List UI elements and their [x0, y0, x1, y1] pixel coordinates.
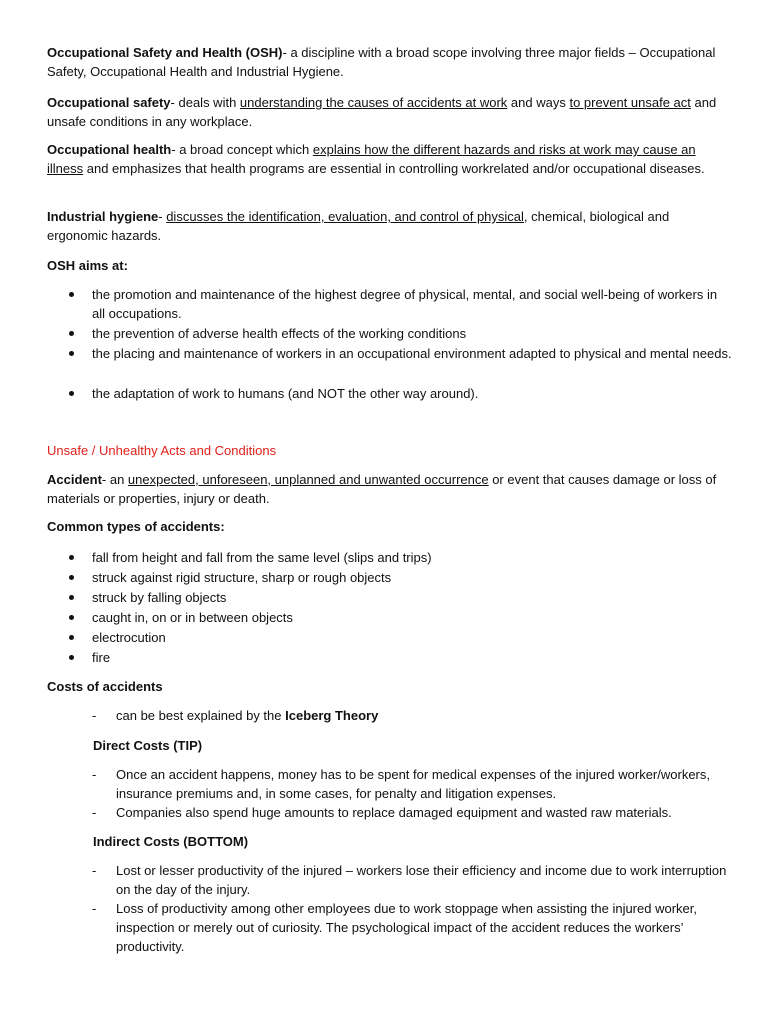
types-item: struck against rigid structure, sharp or rough objects — [92, 570, 392, 585]
osh-term: Occupational Safety and Health (OSH) — [47, 45, 283, 60]
bullet-icon — [68, 574, 76, 582]
hygiene-definition — [47, 207, 727, 245]
types-heading: Common types of accidents: — [47, 519, 225, 534]
safety-text-c: and unsafe conditions in any workplace. — [47, 95, 717, 129]
hygiene-term: Industrial hygiene — [47, 209, 159, 224]
accident-text-b: or event that causes damage or loss of materials or properties, injury or death. — [47, 472, 717, 506]
costs-intro-text: can be best explained by the — [116, 708, 286, 723]
indirect-cost-item: Loss of productivity among other employees due to work stoppage when assisting the injured worker, inspection or merely out of curiosity. The psychological impact of the accident reduces the workers’ productivity. — [116, 901, 697, 954]
dash-marker: - — [92, 901, 97, 916]
safety-text-a: - deals with — [170, 95, 240, 110]
bullet-icon — [68, 594, 76, 602]
direct-cost-item: Companies also spend huge amounts to replace damaged equipment and wasted raw materials. — [116, 805, 672, 820]
accident-text-a: - an — [101, 472, 128, 487]
osh-definition — [47, 43, 727, 81]
aims-item: the placing and maintenance of workers in an occupational environment adapted to physical and mental needs. — [92, 346, 732, 361]
types-item: fire — [92, 650, 111, 665]
direct-cost-item: Once an accident happens, money has to be spent for medical expenses of the injured worker/workers, insurance premiums and, in some cases, for penalty and litigation expenses. — [116, 767, 710, 801]
aims-heading: OSH aims at: — [47, 258, 128, 273]
accident-term: Accident — [47, 472, 102, 487]
types-item: caught in, on or in between objects — [92, 610, 293, 625]
types-item: fall from height and fall from the same level (slips and trips) — [92, 550, 432, 565]
safety-underline-1: understanding the causes of accidents at work — [239, 95, 508, 110]
aims-item: the prevention of adverse health effects of the working conditions — [92, 326, 467, 341]
bullet-icon — [68, 654, 76, 662]
hygiene-text-b: , chemical, biological and ergonomic hazards. — [47, 209, 670, 243]
safety-underline-2: to prevent unsafe act — [569, 95, 691, 110]
types-item: struck by falling objects — [92, 590, 227, 605]
indirect-costs-heading: Indirect Costs (BOTTOM) — [93, 834, 249, 849]
dash-marker: - — [92, 767, 97, 782]
safety-definition — [47, 93, 727, 131]
health-text-b: and emphasizes that health programs are essential in controlling workrelated and/or occupational diseases. — [83, 161, 705, 176]
direct-costs-heading: Direct Costs (TIP) — [93, 738, 203, 753]
section-heading: Unsafe / Unhealthy Acts and Conditions — [47, 443, 277, 458]
safety-text-b: and ways — [507, 95, 570, 110]
types-item: electrocution — [92, 630, 166, 645]
dash-marker: - — [92, 805, 97, 820]
health-underline: explains how the different hazards and risks at work may cause an illness — [47, 142, 696, 176]
accident-definition — [47, 470, 727, 508]
health-definition — [47, 140, 727, 178]
aims-item: the adaptation of work to humans (and NOT the other way around). — [92, 386, 479, 401]
dash-marker: - — [92, 863, 97, 878]
aims-item: the promotion and maintenance of the highest degree of physical, mental, and social well-being of workers in all occupations. — [92, 287, 718, 321]
bullet-icon — [68, 350, 76, 358]
health-text-a: - a broad concept which — [171, 142, 313, 157]
accident-underline: unexpected, unforeseen, unplanned and unwanted occurrence — [127, 472, 489, 487]
bullet-icon — [68, 614, 76, 622]
bullet-icon — [68, 390, 76, 398]
costs-intro — [116, 706, 736, 725]
bullet-icon — [68, 554, 76, 562]
osh-def-text: - a discipline with a broad scope involving three major fields – Occupational Safety, Occupational Health and Industrial Hygiene. — [47, 45, 716, 79]
hygiene-underline: discusses the identification, evaluation, and control of physical — [166, 209, 524, 224]
iceberg-theory: Iceberg Theory — [285, 708, 379, 723]
indirect-cost-item: Lost or lesser productivity of the injured – workers lose their efficiency and income due to work interruption on the day of the injury. — [116, 863, 727, 897]
bullet-icon — [68, 330, 76, 338]
dash-marker: - — [92, 708, 97, 723]
hygiene-text-a: - — [158, 209, 167, 224]
costs-heading: Costs of accidents — [47, 679, 163, 694]
bullet-icon — [68, 634, 76, 642]
health-term: Occupational health — [47, 142, 172, 157]
safety-term: Occupational safety — [47, 95, 171, 110]
bullet-icon — [68, 291, 76, 299]
